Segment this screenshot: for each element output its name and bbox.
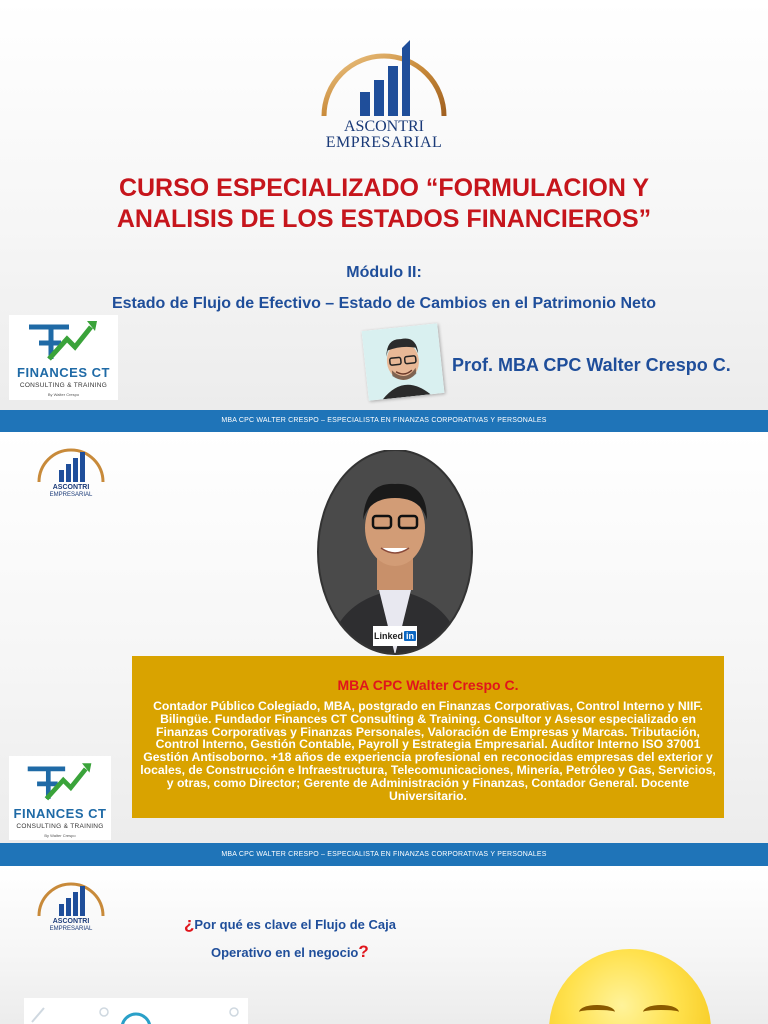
logo-name-line2: EMPRESARIAL	[325, 134, 443, 151]
finances-ct-logo	[9, 756, 111, 840]
ascontri-logo-small	[33, 874, 109, 944]
finances-tagline: CONSULTING & TRAINING	[19, 382, 108, 389]
question-text-1: Por qué es clave el Flujo de Caja	[194, 917, 396, 932]
module-label: Módulo II:	[346, 264, 422, 281]
logo-name-line2: EMPRESARIAL	[49, 926, 93, 932]
ascontri-logo-small	[33, 440, 109, 510]
finances-emblem-icon	[9, 315, 118, 367]
footer-band: MBA CPC WALTER CRESPO – ESPECIALISTA EN FINANZAS CORPORATIVAS Y PERSONALES	[0, 843, 768, 866]
bio-box	[132, 656, 724, 818]
bio-text: Contador Público Colegiado, MBA, postgrado en Finanzas Corporativas, Control Interno y NIIF. Bilingüe. Fundador Finances CT Consulting & Training. Consultor y Asesor especializado en Finanzas Corporativas y Finanzas Personales, Valoración de Empresas y Marcas. Tributación, Control Interno, Gestión Contable, Payroll y Estrategia Empresarial. Auditor Interno ISO 37001 Gestión Antisoborno. +18 años de experiencia profesional en reconocidas empresas del exterior y locales, de Construcción e Infraestructura, Telecomunicaciones, Minería, Petróleo y Gas, Servicios, y otras, como Director; Gerente de Administración y Finanzas, Contador General. Docente Universitario.	[140, 699, 716, 803]
question-line2	[211, 942, 369, 962]
professor-name: Prof. MBA CPC Walter Crespo C.	[452, 355, 731, 375]
logo-name-line1: ASCONTRI	[52, 918, 90, 925]
finances-emblem-icon	[24, 998, 248, 1024]
slide-cover	[0, 0, 768, 410]
finances-byline: By Walter Crespo	[44, 833, 76, 838]
professor-photo	[317, 450, 473, 655]
bio-name: MBA CPC Walter Crespo C.	[337, 677, 519, 693]
footer-band: MBA CPC WALTER CRESPO – ESPECIALISTA EN FINANZAS CORPORATIVAS Y PERSONALES	[0, 410, 768, 432]
logo-name-line2: EMPRESARIAL	[49, 492, 93, 498]
professor-avatar	[362, 323, 445, 401]
ascontri-emblem-icon	[33, 440, 109, 486]
question-open-mark: ¿	[184, 914, 195, 933]
finances-emblem-icon	[9, 756, 111, 808]
question-line1	[184, 914, 396, 934]
logo-name-line1: ASCONTRI	[52, 484, 90, 491]
question-text-2: Operativo en el negocio	[211, 945, 359, 960]
ascontri-logo	[304, 18, 464, 154]
ascontri-emblem-icon	[33, 874, 109, 920]
linkedin-badge[interactable]	[373, 626, 417, 646]
logo-name-line1: ASCONTRI	[343, 118, 424, 135]
finances-tagline: CONSULTING & TRAINING	[16, 823, 104, 830]
emoji-eye-right	[643, 1005, 679, 1019]
finances-ct-logo	[9, 315, 118, 400]
emoji-eye-left	[579, 1005, 615, 1019]
cartoon-avatar-icon	[362, 323, 445, 401]
linkedin-icon: in	[406, 631, 414, 641]
finances-byline: By Walter Crespo	[47, 392, 80, 397]
finances-name: FINANCES CT	[13, 806, 107, 821]
course-title: CURSO ESPECIALIZADO “FORMULACION Y ANALISIS DE LOS ESTADOS FINANCIEROS”	[116, 174, 652, 233]
question-close-mark: ?	[358, 942, 369, 961]
portrait-photo-icon	[317, 450, 473, 655]
module-subtitle: Estado de Flujo de Efectivo – Estado de Cambios en el Patrimonio Neto	[111, 295, 657, 312]
finances-ct-logo-partial	[24, 998, 248, 1024]
finances-name: FINANCES CT	[17, 365, 110, 380]
linkedin-label: Linked	[373, 631, 403, 641]
